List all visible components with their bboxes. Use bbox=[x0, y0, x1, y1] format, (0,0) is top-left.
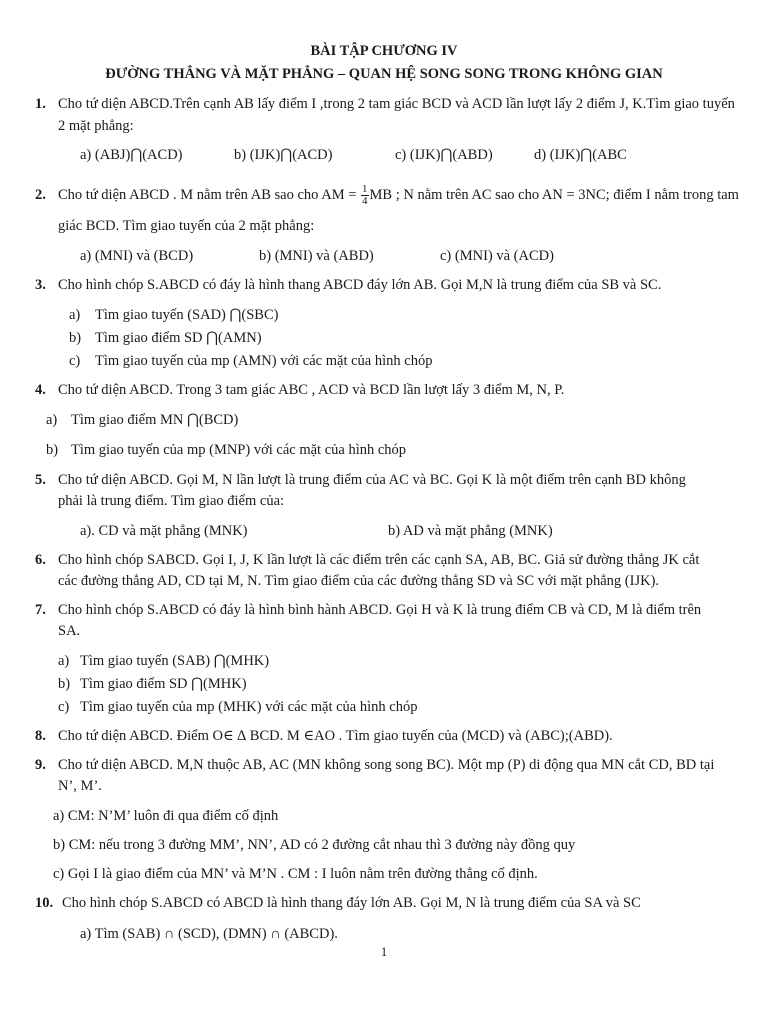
question-7-label-a: a) bbox=[58, 653, 70, 669]
question-3-number: 3. bbox=[35, 277, 46, 293]
question-2-option-b: b) (MNI) và (ABD) bbox=[259, 248, 374, 264]
question-5-number: 5. bbox=[35, 472, 46, 488]
question-5-option-a: a). CD và mặt phẳng (MNK) bbox=[80, 523, 248, 539]
fraction-denominator: 4 bbox=[362, 195, 368, 208]
question-1-text: Cho tứ diện ABCD.Trên cạnh AB lấy điểm I ,trong 2 tam giác BCD và ACD lần lượt lấy 2 điểm J, K.Tìm giao tuyến bbox=[58, 96, 735, 112]
question-10-number: 10. bbox=[35, 895, 54, 911]
page-subtitle: ĐƯỜNG THẲNG VÀ MẶT PHẲNG – QUAN HỆ SONG SONG TRONG KHÔNG GIAN bbox=[105, 66, 663, 82]
question-3-label-a: a) bbox=[69, 307, 81, 323]
question-3-text: Cho hình chóp S.ABCD có đáy là hình thang ABCD đáy lớn AB. Gọi M,N là trung điểm của SB và SC. bbox=[58, 277, 662, 293]
question-1-option-a: a) (ABJ)⋂(ACD) bbox=[80, 147, 183, 163]
question-2-text-pre: Cho tứ diện ABCD . M nằm trên AB sao cho AM = bbox=[58, 187, 361, 203]
question-2-option-a: a) (MNI) và (BCD) bbox=[80, 248, 194, 264]
question-7-label-b: b) bbox=[58, 676, 71, 692]
question-3-part-c: Tìm giao tuyến của mp (AMN) với các mặt của hình chóp bbox=[95, 353, 433, 369]
question-5-text: Cho tứ diện ABCD. Gọi M, N lần lượt là trung điểm của AC và BC. Gọi K là một điểm trên cạnh BD không bbox=[58, 472, 686, 488]
page-title: BÀI TẬP CHƯƠNG IV bbox=[310, 43, 458, 59]
question-1-text-cont: 2 mặt phẳng: bbox=[58, 118, 134, 134]
question-3-part-b: Tìm giao điểm SD ⋂(AMN) bbox=[95, 330, 262, 346]
fraction-one-quarter bbox=[361, 184, 369, 207]
question-9-text: Cho tứ diện ABCD. M,N thuộc AB, AC (MN không song song BC). Một mp (P) di động qua MN cắt CD, BD tại bbox=[58, 757, 715, 773]
question-6-number: 6. bbox=[35, 552, 46, 568]
question-4-label-b: b) bbox=[46, 442, 59, 458]
question-10-text: Cho hình chóp S.ABCD có ABCD là hình thang đáy lớn AB. Gọi M, N là trung điểm của SA và SC bbox=[62, 895, 641, 911]
question-9-text-cont: N’, M’. bbox=[58, 778, 102, 794]
question-9-part-b: b) CM: nếu trong 3 đường MM’, NN’, AD có 2 đường cắt nhau thì 3 đường này đồng quy bbox=[53, 837, 576, 853]
question-5-option-b: b) AD và mặt phẳng (MNK) bbox=[388, 523, 553, 539]
question-4-label-a: a) bbox=[46, 412, 58, 428]
question-2-option-c: c) (MNI) và (ACD) bbox=[440, 248, 554, 264]
question-6-text-cont: các đường thẳng AD, CD tại M, N. Tìm giao điểm của các đường thẳng SD và SC với mặt phẳng (IJK). bbox=[58, 573, 660, 589]
question-3-part-a: Tìm giao tuyến (SAD) ⋂(SBC) bbox=[95, 307, 279, 323]
question-2-text-cont: giác BCD. Tìm giao tuyến của 2 mặt phẳng: bbox=[58, 218, 315, 234]
question-9-part-a: a) CM: N’M’ luôn đi qua điểm cố định bbox=[53, 808, 279, 824]
question-1-option-c: c) (IJK)⋂(ABD) bbox=[395, 147, 493, 163]
question-6-text: Cho hình chóp SABCD. Gọi I, J, K lần lượt là các điểm trên các cạnh SA, AB, BC. Giả sử đường thẳng JK cắt bbox=[58, 552, 700, 568]
question-4-part-b: Tìm giao tuyến của mp (MNP) với các mặt của hình chóp bbox=[71, 442, 407, 458]
question-9-part-c: c) Gọi I là giao điểm của MN’ và M’N . CM : I luôn nằm trên đường thẳng cố định. bbox=[53, 866, 538, 882]
question-1-option-b: b) (IJK)⋂(ACD) bbox=[234, 147, 333, 163]
question-7-part-a: Tìm giao tuyến (SAB) ⋂(MHK) bbox=[80, 653, 270, 669]
question-4-number: 4. bbox=[35, 382, 46, 398]
question-4-part-a: Tìm giao điểm MN ⋂(BCD) bbox=[71, 412, 239, 428]
question-3-label-b: b) bbox=[69, 330, 82, 346]
question-7-label-c: c) bbox=[58, 699, 70, 715]
question-4-text: Cho tứ diện ABCD. Trong 3 tam giác ABC , ACD và BCD lần lượt lấy 3 điểm M, N, P. bbox=[58, 382, 565, 398]
question-7-part-c: Tìm giao tuyến của mp (MHK) với các mặt của hình chóp bbox=[80, 699, 418, 715]
question-9-number: 9. bbox=[35, 757, 46, 773]
question-1-number: 1. bbox=[35, 96, 46, 112]
fraction-numerator: 1 bbox=[362, 183, 368, 196]
question-1-option-d: d) (IJK)⋂(ABC bbox=[534, 147, 627, 163]
question-7-number: 7. bbox=[35, 602, 46, 618]
question-8-text: Cho tứ diện ABCD. Điểm O∈ ∆ BCD. M ∈AO . Tìm giao tuyến của (MCD) và (ABC);(ABD). bbox=[58, 728, 613, 744]
question-2-number: 2. bbox=[35, 187, 46, 203]
page-number: 1 bbox=[380, 944, 388, 959]
question-7-part-b: Tìm giao điểm SD ⋂(MHK) bbox=[80, 676, 247, 692]
question-8-number: 8. bbox=[35, 728, 46, 744]
question-5-text-cont: phải là trung điểm. Tìm giao điểm của: bbox=[58, 493, 285, 509]
question-7-text: Cho hình chóp S.ABCD có đáy là hình bình hành ABCD. Gọi H và K là trung điểm CB và CD, M là điểm trên bbox=[58, 602, 702, 618]
question-2-text bbox=[58, 178, 739, 212]
question-10-part-a: a) Tìm (SAB) ∩ (SCD), (DMN) ∩ (ABCD). bbox=[80, 926, 338, 942]
question-2-text-post: MB ; N nằm trên AC sao cho AN = 3NC; điểm I nằm trong tam bbox=[369, 187, 739, 203]
question-3-label-c: c) bbox=[69, 353, 81, 369]
question-7-text-cont: SA. bbox=[58, 623, 81, 639]
